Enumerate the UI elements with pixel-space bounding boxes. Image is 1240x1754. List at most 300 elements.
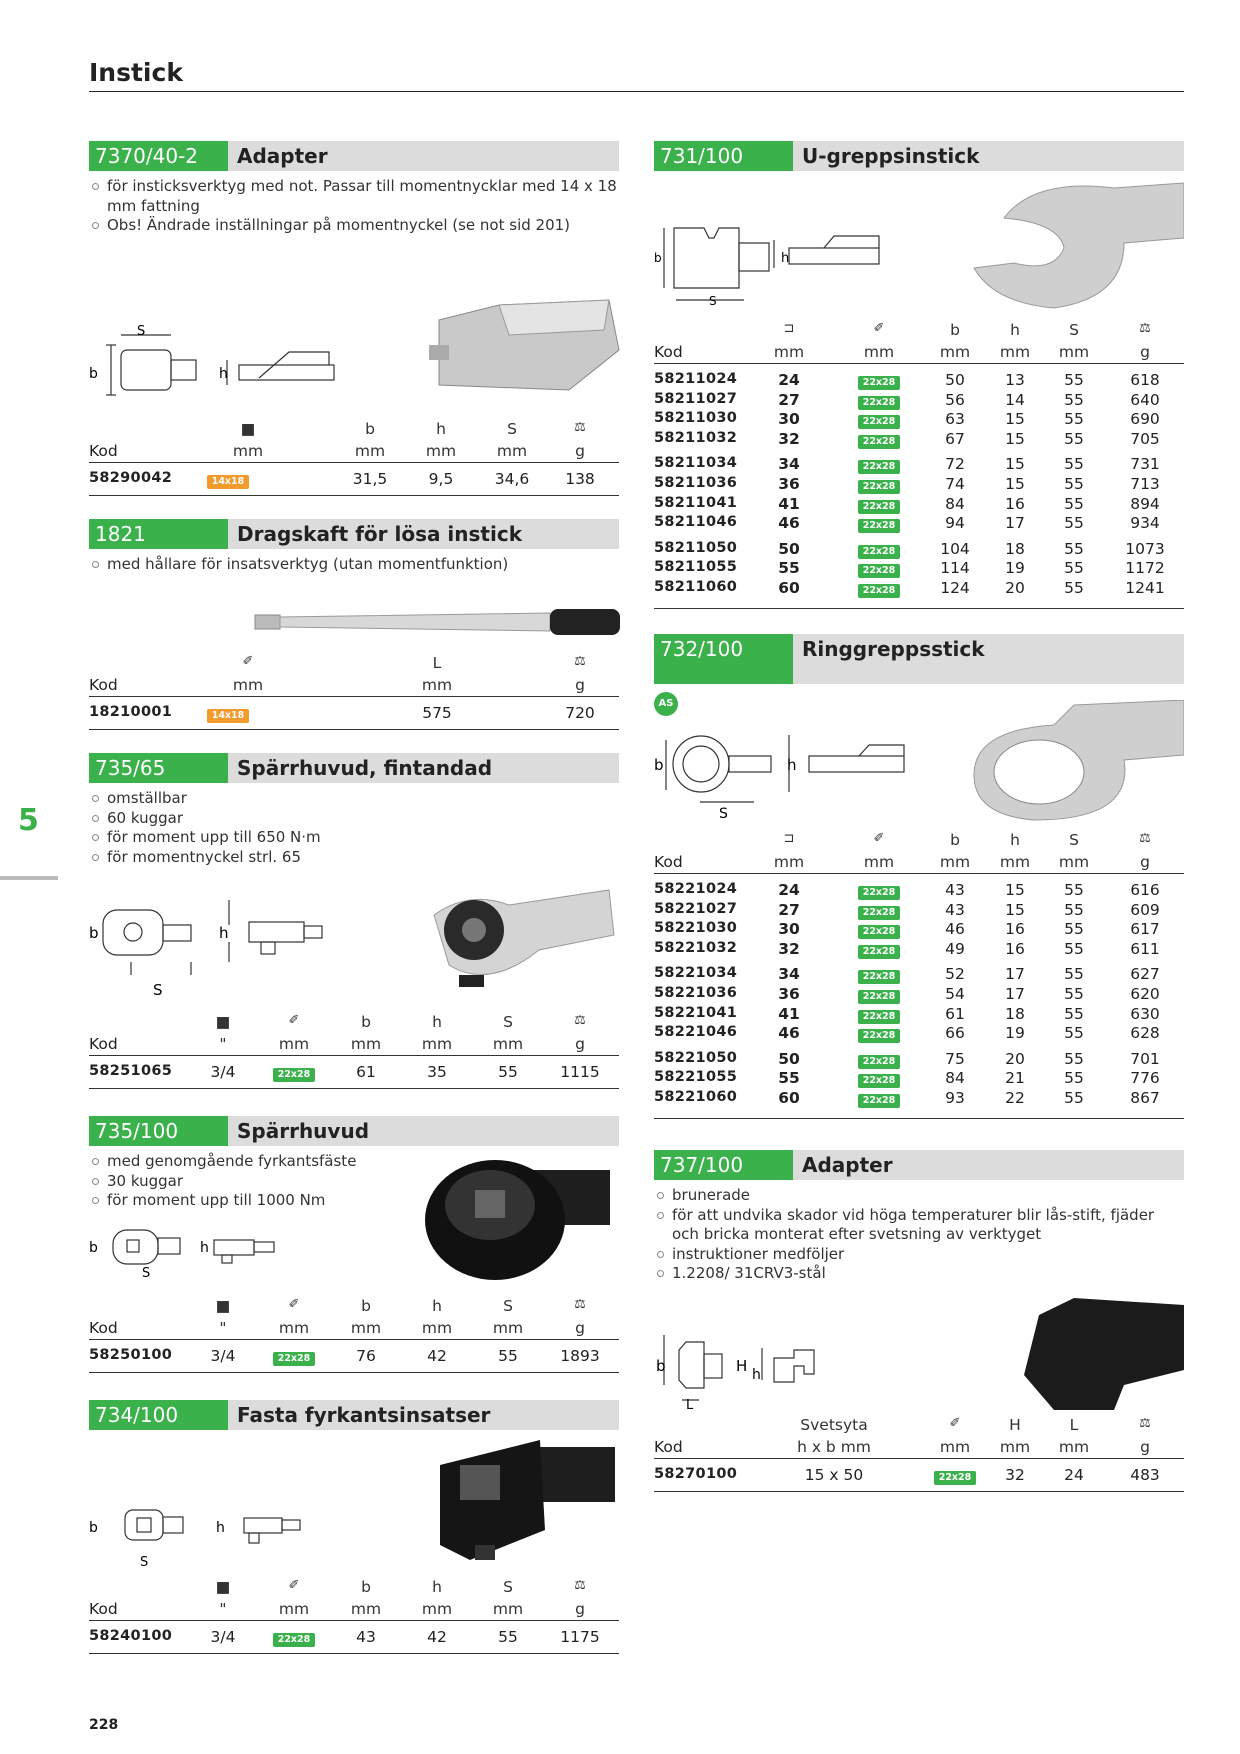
table-737-100 <box>654 1416 1184 1491</box>
col-size-unit: mm <box>773 343 805 361</box>
section-header <box>89 141 619 171</box>
col-b-unit: mm <box>350 1600 382 1618</box>
row-kod: 58250100 <box>89 1347 173 1363</box>
dim-hh: H <box>736 1357 748 1375</box>
row-g: 630 <box>1130 1004 1160 1023</box>
col-b: b <box>365 420 375 438</box>
torque-fitting-icon: ✐ <box>873 831 885 846</box>
fit-badge: 22x28 <box>858 480 901 494</box>
row-g: 701 <box>1130 1049 1160 1068</box>
fit-badge: 22x28 <box>273 1068 316 1082</box>
row-g: 640 <box>1130 390 1160 409</box>
fit-badge: 22x28 <box>858 906 901 920</box>
dim-h: h <box>216 1520 225 1536</box>
bullet: för insticksverktyg med not. Passar till momentnycklar med 14 x 18 mm fattning <box>89 177 619 216</box>
row-size: 50 <box>778 1049 800 1068</box>
col-b-unit: mm <box>350 1035 382 1053</box>
table-734-100 <box>89 1578 619 1653</box>
section-737-100 <box>654 1150 1184 1284</box>
row-b: 54 <box>945 985 965 1003</box>
row-size: 30 <box>778 920 800 939</box>
bullet: Obs! Ändrade inställningar på momentnyckel (se not sid 201) <box>89 216 619 236</box>
col-s: S <box>503 1578 513 1596</box>
row-s: 55 <box>1064 410 1084 429</box>
row-s: 55 <box>1064 920 1084 939</box>
row-h: 18 <box>1005 1004 1025 1023</box>
page-title: Instick <box>89 58 183 87</box>
table-row <box>654 579 1184 599</box>
row-s: 55 <box>1064 475 1084 493</box>
row-h: 35 <box>427 1063 447 1081</box>
col-g-unit: g <box>1140 853 1150 871</box>
row-g: 1073 <box>1125 539 1165 558</box>
article-code: 732/100 <box>654 634 793 684</box>
ratchet-photo <box>434 890 614 987</box>
col-unit: mm <box>278 1600 310 1618</box>
row-size: 55 <box>778 1069 800 1088</box>
section-title: U-greppsinstick <box>802 144 980 168</box>
scale-weight-icon: ⚖ <box>1139 1416 1151 1431</box>
section-731-100 <box>654 141 1184 171</box>
row-b: 43 <box>945 900 965 919</box>
col-unit: mm <box>278 1319 310 1337</box>
table-row <box>654 430 1184 450</box>
row-kod: 58221050 <box>654 1049 738 1066</box>
section-title: Fasta fyrkantsinsatser <box>237 1403 491 1427</box>
col-b: b <box>361 1013 371 1031</box>
row-kod: 58211050 <box>654 539 738 556</box>
open-end-drawing <box>654 178 1184 313</box>
row-s: 55 <box>1064 985 1084 1003</box>
table-731-100 <box>654 321 1184 611</box>
fit-badge: 22x28 <box>934 1471 977 1485</box>
open-end-icon: ⊐ <box>783 831 795 846</box>
row-kod: 58211034 <box>654 455 738 472</box>
row-kod: 58221030 <box>654 920 738 937</box>
row-size: 41 <box>778 494 800 513</box>
row-h: 13 <box>1005 371 1025 389</box>
fit-cell <box>854 881 904 900</box>
article-code: 7370/40-2 <box>89 141 228 171</box>
row-kod: 58211036 <box>654 475 738 491</box>
row-b: 46 <box>945 920 965 939</box>
square-drive-icon: ■ <box>240 420 256 438</box>
table-row <box>654 391 1184 411</box>
ring-drawing <box>654 700 1184 825</box>
row-kod: 58211030 <box>654 410 738 427</box>
row-s: 55 <box>1064 494 1084 513</box>
row-h: 16 <box>1005 939 1025 958</box>
row-g: 620 <box>1130 985 1160 1003</box>
col-unit: mm <box>863 853 895 871</box>
fit-cell <box>854 540 904 559</box>
row-h: 15 <box>1005 429 1025 448</box>
col-l-unit: mm <box>421 676 453 694</box>
row-s: 34,6 <box>494 470 530 488</box>
fit-cell <box>854 410 904 429</box>
dim-s: S <box>142 1266 151 1280</box>
row-s: 55 <box>1064 965 1084 984</box>
row-s: 55 <box>1064 939 1084 958</box>
section-title: Adapter <box>802 1153 893 1177</box>
row-kod: 58221027 <box>654 900 738 917</box>
row-b: 76 <box>356 1347 376 1365</box>
fit-cell <box>854 371 904 390</box>
fit-cell <box>854 455 904 474</box>
fit-cell <box>854 559 904 578</box>
row-h: 42 <box>427 1347 447 1365</box>
row-kod: 58240100 <box>89 1628 173 1644</box>
row-g: 616 <box>1130 881 1160 899</box>
col-s: S <box>1069 321 1079 339</box>
row-b: 50 <box>945 371 965 389</box>
fit-badge: 22x28 <box>858 376 901 390</box>
row-kod: 58221034 <box>654 965 738 982</box>
title-divider <box>89 91 1184 92</box>
row-size: 41 <box>778 1004 800 1023</box>
bullet: för moment upp till 650 N·m <box>89 828 619 848</box>
row-kod: 58211027 <box>654 390 738 407</box>
row-g: 618 <box>1130 371 1160 389</box>
square-drive-icon: ■ <box>215 1013 231 1031</box>
table-row <box>654 940 1184 960</box>
col-b: b <box>950 321 960 339</box>
fit-cell <box>854 1005 904 1024</box>
col-g-unit: g <box>1140 343 1150 361</box>
weld-adapter-photo <box>1024 1298 1184 1410</box>
row-kod: 58211032 <box>654 429 738 446</box>
col-s: S <box>1069 831 1079 849</box>
row-kod: 58221032 <box>654 939 738 956</box>
scale-weight-icon: ⚖ <box>574 654 586 669</box>
col-s: S <box>507 420 517 438</box>
row-s: 55 <box>498 1063 518 1081</box>
dim-s: S <box>719 806 728 822</box>
row-g: 731 <box>1130 455 1160 474</box>
torque-fitting-icon: ✐ <box>288 1578 300 1593</box>
fit-badge: 22x28 <box>858 1074 901 1088</box>
row-h: 9,5 <box>428 470 454 488</box>
row-g: 1175 <box>560 1628 600 1646</box>
row-b: 67 <box>945 429 965 448</box>
table-row <box>654 965 1184 985</box>
col-unit: mm <box>278 1035 310 1053</box>
table-row <box>654 495 1184 515</box>
table-row <box>89 704 619 724</box>
dim-b: b <box>654 756 664 774</box>
row-b: 84 <box>945 494 965 513</box>
col-s: S <box>503 1297 513 1315</box>
article-code: 1821 <box>89 519 228 549</box>
row-b: 52 <box>945 965 965 984</box>
row-g: 867 <box>1130 1089 1160 1107</box>
bullet: 1.2208/ 31CRV3-stål <box>654 1264 1184 1284</box>
fit-cell <box>854 985 904 1004</box>
article-code: 737/100 <box>654 1150 793 1180</box>
fit-cell <box>854 475 904 494</box>
col-kod: Kod <box>89 1319 118 1337</box>
col-kod: Kod <box>89 1035 118 1053</box>
row-s: 55 <box>1064 1069 1084 1088</box>
torque-fitting-icon: ✐ <box>873 321 885 336</box>
dim-b: b <box>89 1240 98 1256</box>
dim-h: h <box>752 1367 761 1383</box>
row-kod: 58211041 <box>654 494 738 511</box>
table-row <box>654 410 1184 430</box>
fit-badge: 14x18 <box>207 475 250 489</box>
open-end-photo <box>974 183 1184 308</box>
row-b: 49 <box>945 939 965 958</box>
row-h: 16 <box>1005 494 1025 513</box>
fit-badge: 22x28 <box>858 1094 901 1108</box>
row-g: 1893 <box>560 1347 600 1365</box>
fit-cell <box>854 430 904 449</box>
dim-b: b <box>654 251 662 265</box>
col-g-unit: g <box>575 1600 585 1618</box>
row-g: 627 <box>1130 965 1160 984</box>
as-badge: AS <box>654 692 678 716</box>
col-s-unit: mm <box>492 1600 524 1618</box>
row-square: 3/4 <box>210 1628 236 1646</box>
row-g: 1115 <box>560 1063 600 1081</box>
dim-s: S <box>140 1555 149 1570</box>
col-kod: Kod <box>89 1600 118 1618</box>
table-row <box>654 540 1184 560</box>
dim-l: L <box>686 1398 694 1410</box>
col-b-unit: mm <box>350 1319 382 1337</box>
col-g-unit: g <box>575 676 585 694</box>
row-b: 93 <box>945 1089 965 1107</box>
adapter-photo <box>429 300 619 390</box>
col-s: S <box>503 1013 513 1031</box>
open-end-icon: ⊐ <box>783 321 795 336</box>
row-b: 114 <box>940 559 970 578</box>
row-b: 43 <box>945 881 965 899</box>
row-size: 24 <box>778 371 800 389</box>
article-code: 731/100 <box>654 141 793 171</box>
row-s: 55 <box>1064 1024 1084 1043</box>
col-s-unit: mm <box>496 442 528 460</box>
fit-badge: 22x28 <box>858 545 901 559</box>
torque-fitting-icon: ✐ <box>242 654 254 669</box>
bullet: brunerade <box>654 1186 1184 1206</box>
row-kod: 58221055 <box>654 1069 738 1086</box>
fit-cell <box>854 901 904 920</box>
square-drive-icon: ■ <box>215 1578 231 1596</box>
col-unit: mm <box>232 676 264 694</box>
dim-s: S <box>709 294 717 308</box>
fit-badge: 22x28 <box>858 396 901 410</box>
row-h: 20 <box>1005 579 1025 597</box>
row-b: 72 <box>945 455 965 474</box>
col-b: b <box>950 831 960 849</box>
table-row <box>654 455 1184 475</box>
section-title: Dragskaft för lösa instick <box>237 522 522 546</box>
row-b: 75 <box>945 1049 965 1068</box>
drag-handle-photo <box>250 605 630 645</box>
row-square: 3/4 <box>210 1347 236 1365</box>
row-h: 21 <box>1005 1069 1025 1088</box>
dim-b: b <box>89 924 99 942</box>
col-s-unit: mm <box>1058 343 1090 361</box>
row-kod: 18210001 <box>89 704 173 720</box>
col-s-unit: mm <box>1058 853 1090 871</box>
row-size: 46 <box>778 1024 800 1043</box>
row-s: 55 <box>1064 429 1084 448</box>
torque-fitting-icon: ✐ <box>949 1416 961 1431</box>
row-h: 19 <box>1005 559 1025 578</box>
row-kod: 58270100 <box>654 1466 738 1482</box>
row-g: 705 <box>1130 429 1160 448</box>
col-l-unit: mm <box>1058 1438 1090 1456</box>
col-h: h <box>436 420 446 438</box>
col-h: h <box>432 1013 442 1031</box>
table-row <box>654 514 1184 534</box>
row-g: 934 <box>1130 514 1160 533</box>
dim-b: b <box>89 366 98 382</box>
row-h: 17 <box>1005 514 1025 533</box>
fit-badge: 22x28 <box>858 500 901 514</box>
row-g: 609 <box>1130 900 1160 919</box>
col-h-unit: mm <box>421 1319 453 1337</box>
row-b: 43 <box>356 1628 376 1646</box>
col-b: b <box>361 1578 371 1596</box>
row-s: 55 <box>498 1628 518 1646</box>
table-row <box>654 475 1184 495</box>
row-s: 55 <box>1064 390 1084 409</box>
fit-cell <box>854 1050 904 1069</box>
fit-badge: 22x28 <box>858 990 901 1004</box>
row-h: 17 <box>1005 985 1025 1003</box>
section-7370-adapter <box>89 141 619 236</box>
table-735-100 <box>89 1297 619 1372</box>
row-g: 720 <box>565 704 595 722</box>
fit-badge: 22x28 <box>858 945 901 959</box>
scale-weight-icon: ⚖ <box>574 1013 586 1028</box>
col-size-unit: mm <box>773 853 805 871</box>
row-b: 61 <box>356 1063 376 1081</box>
row-h: 15 <box>1005 475 1025 493</box>
col-g-unit: g <box>575 1035 585 1053</box>
bullet: 60 kuggar <box>89 809 619 829</box>
dim-h: h <box>200 1240 209 1256</box>
fit-cell <box>854 514 904 533</box>
row-s: 55 <box>1064 1004 1084 1023</box>
article-code: 735/100 <box>89 1116 228 1146</box>
torque-fitting-icon: ✐ <box>288 1013 300 1028</box>
row-b: 66 <box>945 1024 965 1043</box>
table-row <box>654 1024 1184 1044</box>
chapter-marker <box>0 876 58 880</box>
row-b: 56 <box>945 390 965 409</box>
table-row <box>654 901 1184 921</box>
col-h-unit: mm <box>999 343 1031 361</box>
row-b: 104 <box>940 539 970 558</box>
row-h: 16 <box>1005 920 1025 939</box>
row-g: 617 <box>1130 920 1160 939</box>
section-734-100 <box>89 1400 619 1430</box>
fit-badge: 22x28 <box>858 925 901 939</box>
row-size: 36 <box>778 985 800 1003</box>
article-code: 734/100 <box>89 1400 228 1430</box>
row-g: 628 <box>1130 1024 1160 1043</box>
row-kod: 58211055 <box>654 559 738 576</box>
row-kod: 58251065 <box>89 1063 173 1079</box>
col-kod: Kod <box>89 676 118 694</box>
row-h: 20 <box>1005 1049 1025 1068</box>
row-g: 1241 <box>1125 579 1165 597</box>
fit-cell <box>854 391 904 410</box>
table-row <box>89 1063 619 1083</box>
col-weld-unit: h x b mm <box>797 1438 871 1456</box>
fit-badge: 22x28 <box>858 970 901 984</box>
row-weld: 15 x 50 <box>804 1466 864 1484</box>
row-g: 1172 <box>1125 559 1165 578</box>
table-735-65 <box>89 1013 619 1088</box>
row-h: 17 <box>1005 965 1025 984</box>
row-g: 776 <box>1130 1069 1160 1088</box>
scale-weight-icon: ⚖ <box>574 1578 586 1593</box>
row-size: 27 <box>778 900 800 919</box>
fit-badge: 22x28 <box>858 1010 901 1024</box>
table-row <box>654 559 1184 579</box>
fit-cell <box>854 940 904 959</box>
col-kod: Kod <box>654 343 683 361</box>
fit-cell <box>854 495 904 514</box>
col-kod: Kod <box>89 442 118 460</box>
row-s: 55 <box>1064 539 1084 558</box>
article-code: 735/65 <box>89 753 228 783</box>
row-s: 55 <box>1064 455 1084 474</box>
row-s: 55 <box>1064 1049 1084 1068</box>
col-kod: Kod <box>654 853 683 871</box>
row-h: 15 <box>1005 410 1025 429</box>
row-kod: 58211060 <box>654 579 738 595</box>
col-l: L <box>1069 1416 1079 1434</box>
row-size: 34 <box>778 455 800 474</box>
dim-s: S <box>137 324 146 339</box>
ratchet-100-drawing <box>89 1220 389 1280</box>
row-b: 124 <box>940 579 970 597</box>
row-b: 94 <box>945 514 965 533</box>
col-hh: H <box>1009 1416 1021 1434</box>
row-kod: 58221046 <box>654 1024 738 1041</box>
row-size: 50 <box>778 539 800 558</box>
row-kod: 58221036 <box>654 985 738 1001</box>
scale-weight-icon: ⚖ <box>574 1297 586 1312</box>
table-row <box>89 1628 619 1648</box>
fit-badge: 22x28 <box>858 519 901 533</box>
section-732-100 <box>654 634 1184 684</box>
table-7370 <box>89 420 619 490</box>
row-kod: 58211046 <box>654 514 738 531</box>
col-h-unit: mm <box>421 1600 453 1618</box>
bullet: med hållare för insatsverktyg (utan momentfunktion) <box>89 555 619 575</box>
col-unit-inch: " <box>219 1600 227 1618</box>
table-row <box>654 1050 1184 1070</box>
col-unit: mm <box>232 442 264 460</box>
dim-h: h <box>787 756 797 774</box>
row-s: 55 <box>1064 514 1084 533</box>
row-square: 3/4 <box>210 1063 236 1081</box>
fit-badge: 22x28 <box>273 1352 316 1366</box>
table-row <box>654 1466 1184 1486</box>
ring-photo <box>974 700 1184 820</box>
col-s-unit: mm <box>492 1035 524 1053</box>
col-h-unit: mm <box>421 1035 453 1053</box>
row-size: 32 <box>778 939 800 958</box>
col-unit-inch: " <box>219 1035 227 1053</box>
